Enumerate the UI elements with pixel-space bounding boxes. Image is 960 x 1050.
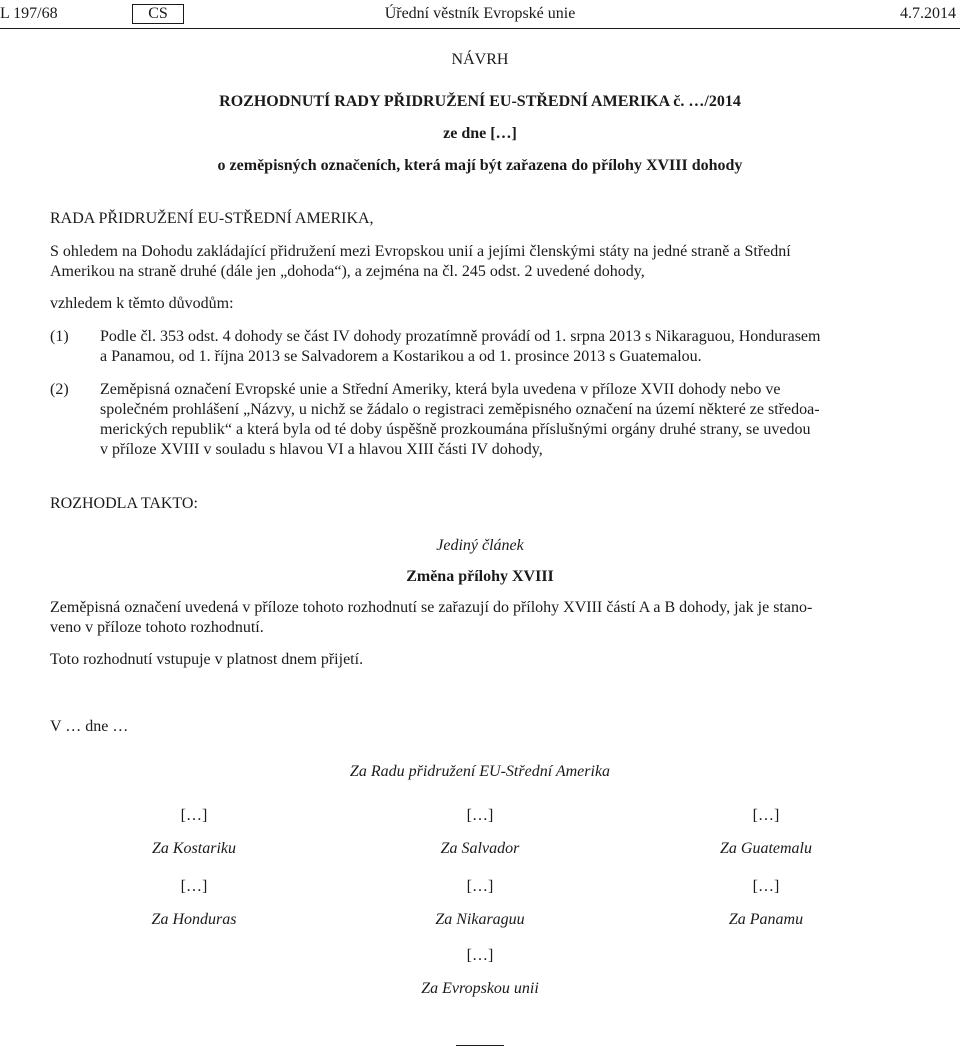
article-text-line-2: veno v příloze tohoto rozhodnutí. [50,619,264,636]
having-regard-line-2: Amerikou na straně druhé (dále jen „dohoda“), a zejména na čl. 245 odst. 2 uvedené dohody, [50,263,645,280]
recital-line: a Panamou, od 1. října 2013 se Salvadorem a Kostarikou a od 1. prosince 2013 s Guatemalou. [100,348,702,365]
journal-date: 4.7.2014 [900,5,956,22]
signature-placeholder: […] [466,807,494,824]
recital-line: merických republik“ a která byla od té doby úspěšně prozkoumána příslušnými orgány druhé strany, se uvedou [100,421,811,438]
signature-label: Za Nikaraguu [435,911,525,928]
journal-title: Úřední věstník Evropské unie [384,5,576,22]
done-at-line: V … dne … [50,718,129,735]
page-header [0,4,960,26]
article-text-line-1: Zeměpisná označení uvedená v příloze tohoto rozhodnutí se zařazují do přílohy XVIII částí A a B dohody, jak je stano- [50,599,813,616]
council-signature-heading: Za Radu přidružení EU-Střední Amerika [349,763,611,780]
signature-label: Za Guatemalu [720,840,812,857]
recital-line: v příloze XVIII v souladu s hlavou VI a hlavou XIII části IV dohody, [100,441,543,458]
signature-block [74,877,314,930]
signature-label: Za Salvador [440,840,520,857]
signature-placeholder: […] [466,878,494,895]
having-regard-line-1: S ohledem na Dohodu zakládající přidružení mezi Evropskou unií a jejími členskými státy na jedné straně a Střední [50,243,791,260]
article-label: Jediný článek [436,537,524,554]
end-divider [456,1045,504,1046]
article-title: Změna přílohy XVIII [406,568,554,585]
signature-block [360,946,600,999]
signature-placeholder: […] [180,807,208,824]
council-name: RADA PŘIDRUŽENÍ EU-STŘEDNÍ AMERIKA, [50,210,374,227]
recital-line: Zeměpisná označení Evropské unie a Střední Ameriky, která byla uvedena v příloze XVII dohody nebo ve [100,381,781,398]
decided-heading: ROZHODLA TAKTO: [50,495,198,512]
signature-placeholder: […] [752,878,780,895]
proposal-label: NÁVRH [451,51,509,68]
signature-block [360,877,600,930]
journal-reference: L 197/68 [0,5,58,22]
signature-label: Za Honduras [151,911,237,928]
signature-label: Za Evropskou unii [421,980,539,997]
signature-placeholder: […] [180,878,208,895]
signature-block [646,806,886,859]
recital-line: společném prohlášení „Názvy, u nichž se žádalo o registraci zeměpisného označení na území některé ze středoa- [100,401,820,418]
decision-subject: o zeměpisných označeních, která mají být zařazena do přílohy XVIII dohody [217,157,743,174]
header-divider [0,28,960,29]
recital-number: (2) [50,381,69,398]
signature-label: Za Panamu [728,911,804,928]
recital-line: Podle čl. 353 odst. 4 dohody se část IV dohody prozatímně provádí od 1. srpna 2013 s Nikaraguou, Hondurasem [100,328,821,345]
recital-number: (1) [50,328,69,345]
signature-block [646,877,886,930]
signature-placeholder: […] [466,947,494,964]
signature-label: Za Kostariku [151,840,236,857]
language-badge: CS [132,4,184,24]
whereas-intro: vzhledem k těmto důvodům: [50,295,234,312]
signature-block [360,806,600,859]
decision-title: ROZHODNUTÍ RADY PŘIDRUŽENÍ EU-STŘEDNÍ AMERIKA č. …/2014 [219,93,741,110]
signature-placeholder: […] [752,807,780,824]
entry-into-force: Toto rozhodnutí vstupuje v platnost dnem přijetí. [50,651,364,668]
signature-block [74,806,314,859]
decision-date-line: ze dne […] [443,125,517,142]
